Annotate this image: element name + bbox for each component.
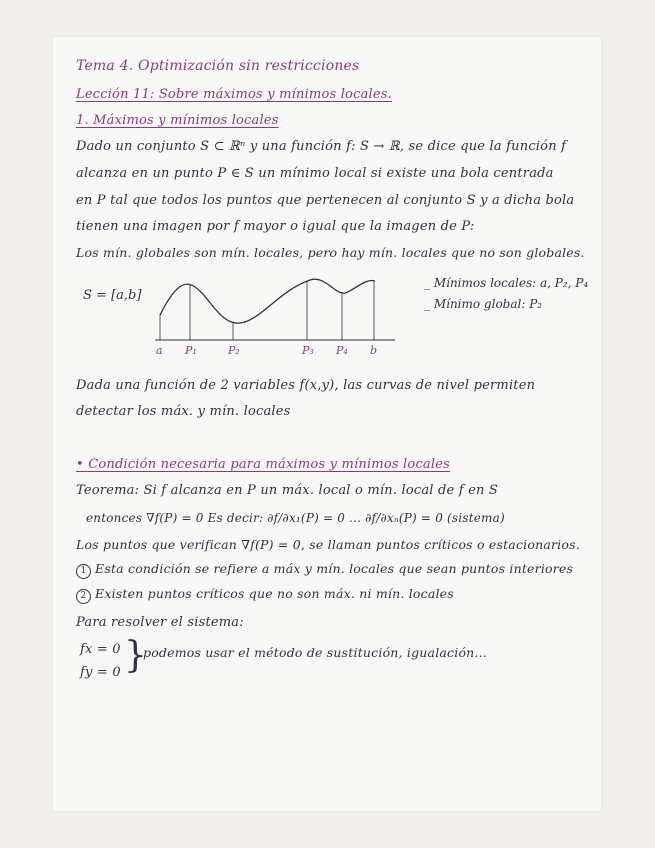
note-text: Esta condición se refiere a máx y mín. locales que sean puntos interiores — [95, 561, 574, 576]
solve-intro: Para resolver el sistema: — [76, 615, 244, 630]
paragraph-line: en P tal que todos los puntos que pertenecen al conjunto S y a dicha bola — [76, 193, 575, 208]
note-number: 1 — [76, 564, 91, 579]
legend-local-minima: _ Mínimos locales: a, P₂, P₄ — [424, 276, 589, 290]
function-sketch — [150, 275, 400, 360]
tick-p4: P₄ — [336, 344, 348, 357]
paragraph-line: Dado un conjunto S ⊂ ℝⁿ y una función f: S → ℝ, se dice que la función f — [76, 139, 567, 154]
tick-p1: P₁ — [185, 344, 197, 357]
paragraph-line: tienen una imagen por f mayor o igual que la imagen de P: — [76, 219, 475, 234]
set-label: S = [a,b] — [83, 288, 142, 303]
legend-global-minimum: _ Mínimo global: P₂ — [424, 297, 543, 311]
tick-b: b — [370, 344, 378, 357]
page-title: Tema 4. Optimización sin restricciones — [76, 58, 360, 74]
solve-method: podemos usar el método de sustitución, igualación... — [143, 645, 487, 660]
paragraph-line: Los mín. globales son mín. locales, pero hay mín. locales que no son globales. — [76, 245, 585, 260]
tick-p2: P₂ — [228, 344, 240, 357]
lesson-heading: Lección 11: Sobre máximos y mínimos locales. — [76, 87, 392, 102]
note-number: 2 — [76, 589, 91, 604]
paragraph-line: detectar los máx. y mín. locales — [76, 404, 291, 419]
note-text: Existen puntos críticos que no son máx. ni mín. locales — [95, 586, 454, 601]
section-heading-2: • Condición necesaria para máximos y mínimos locales — [76, 457, 450, 472]
equation-fy: fy = 0 — [80, 665, 121, 680]
tick-a: a — [156, 344, 163, 357]
brace-symbol: } — [124, 635, 147, 676]
theorem-line: Los puntos que verifican ∇f(P) = 0, se llaman puntos críticos o estacionarios. — [76, 537, 580, 552]
theorem-line: entonces ∇f(P) = 0 Es decir: ∂f/∂x₁(P) = 0 ... ∂f/∂xₙ(P) = 0 (sistema) — [86, 511, 505, 525]
theorem-line: Teorema: Si f alcanza en P un máx. local o mín. local de f en S — [76, 483, 498, 498]
note-item — [76, 586, 454, 604]
tick-p3: P₃ — [302, 344, 314, 357]
paragraph-line: alcanza en un punto P ∈ S un mínimo local si existe una bola centrada — [76, 166, 554, 181]
equation-fx: fx = 0 — [80, 642, 121, 657]
note-item — [76, 561, 573, 579]
paragraph-line: Dada una función de 2 variables f(x,y), las curvas de nivel permiten — [76, 378, 536, 393]
section-heading-1: 1. Máximos y mínimos locales — [76, 113, 279, 128]
